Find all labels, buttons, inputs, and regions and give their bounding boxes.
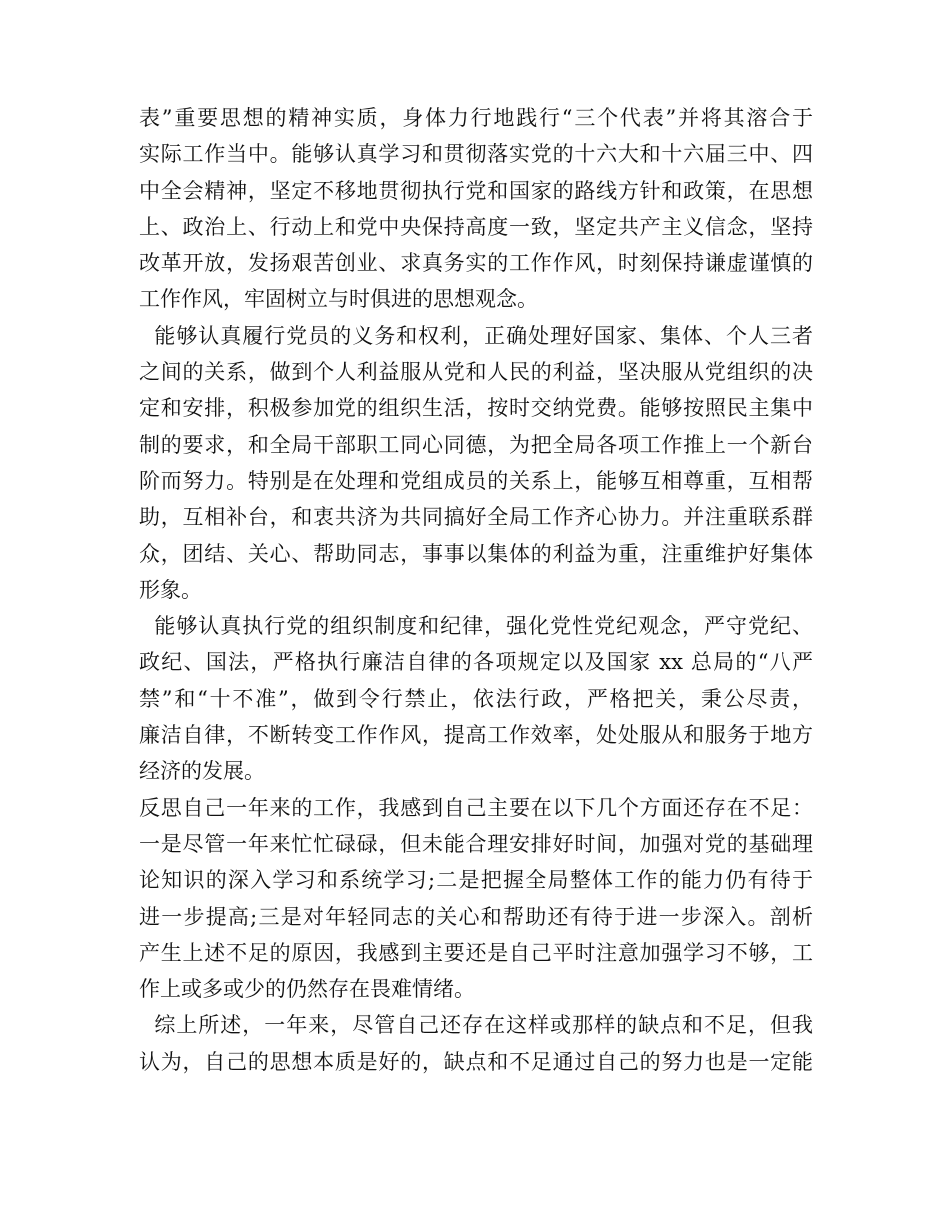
text-line: 众，团结、关心、帮助同志，事事以集体的利益为重，注重维护好集体 xyxy=(139,541,813,566)
text-line: 改革开放，发扬艰苦创业、求真务实的工作作风，时刻保持谦虚谨慎的 xyxy=(139,251,813,276)
text-line: 上、政治上、行动上和党中央保持高度一致，坚定共产主义信念，坚持 xyxy=(139,214,813,239)
text-line: 产生上述不足的原因，我感到主要还是自己平时注意加强学习不够，工 xyxy=(139,940,813,965)
text-line: 进一步提高;三是对年轻同志的关心和帮助还有待于进一步深入。剖析 xyxy=(139,904,813,929)
text-line: 阶而努力。特别是在处理和党组成员的关系上，能够互相尊重，互相帮 xyxy=(139,468,813,493)
text-line: 工作作风，牢固树立与时俱进的思想观念。 xyxy=(139,287,538,312)
text-line: 之间的关系，做到个人利益服从党和人民的利益，坚决服从党组织的决 xyxy=(139,360,813,385)
text-line: 能够认真履行党员的义务和权利，正确处理好国家、集体、个人三者 xyxy=(139,323,813,348)
text-line: 定和安排，积极参加党的组织生活，按时交纳党费。能够按照民主集中 xyxy=(139,396,813,421)
text-line: 中全会精神，坚定不移地贯彻执行党和国家的路线方针和政策，在思想 xyxy=(139,178,813,203)
text-line: 禁”和“十不准”，做到令行禁止，依法行政，严格把关，秉公尽责， xyxy=(139,686,813,711)
text-line: 一是尽管一年来忙忙碌碌，但未能合理安排好时间，加强对党的基础理 xyxy=(139,831,813,856)
text-line: 综上所述，一年来，尽管自己还存在这样或那样的缺点和不足，但我 xyxy=(139,1013,813,1038)
text-line: 论知识的深入学习和系统学习;二是把握全局整体工作的能力仍有待于 xyxy=(139,868,813,893)
body-text xyxy=(139,100,813,1080)
text-line: 实际工作当中。能够认真学习和贯彻落实党的十六大和十六届三中、四 xyxy=(139,142,813,167)
text-line: 形象。 xyxy=(139,577,202,602)
text-line: 认为，自己的思想本质是好的，缺点和不足通过自己的努力也是一定能 xyxy=(139,1049,813,1074)
text-line: 制的要求，和全局干部职工同心同德，为把全局各项工作推上一个新台 xyxy=(139,432,813,457)
text-line: 廉洁自律，不断转变工作作风，提高工作效率，处处服从和服务于地方 xyxy=(139,723,813,748)
text-line: 作上或多或少的仍然存在畏难情绪。 xyxy=(139,977,475,1002)
text-line: 能够认真执行党的组织制度和纪律，强化党性党纪观念，严守党纪、 xyxy=(139,614,813,639)
text-line: 表”重要思想的精神实质，身体力行地践行“三个代表”并将其溶合于 xyxy=(139,106,813,130)
text-line: 政纪、国法，严格执行廉洁自律的各项规定以及国家 xx 总局的“八严 xyxy=(139,650,813,675)
text-line: 反思自己一年来的工作，我感到自己主要在以下几个方面还存在不足： xyxy=(139,795,813,820)
text-line: 助，互相补台，和衷共济为共同搞好全局工作齐心协力。并注重联系群 xyxy=(139,505,813,530)
text-line: 经济的发展。 xyxy=(139,759,265,784)
